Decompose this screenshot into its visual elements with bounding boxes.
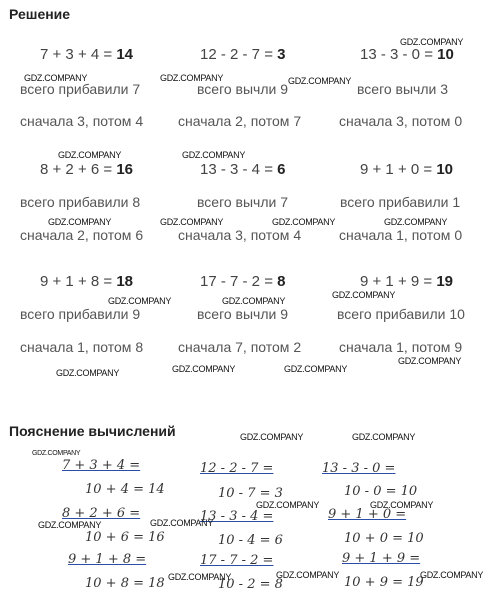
watermark: GDZ.COMPANY	[332, 290, 396, 300]
solution-total-note: всего прибавили 9	[20, 306, 141, 322]
watermark: GDZ.COMPANY	[24, 73, 88, 83]
watermark: GDZ.COMPANY	[352, 432, 416, 442]
watermark: GDZ.COMPANY	[58, 150, 122, 160]
watermark: GDZ.COMPANY	[276, 570, 340, 580]
handwritten-line: 10 - 4 = 6	[218, 533, 283, 548]
handwritten-line: 9 + 1 + 0 =	[328, 507, 407, 522]
handwritten-line: 10 + 6 = 16	[85, 530, 165, 545]
handwritten-line: 8 + 2 + 6 =	[62, 506, 141, 521]
solution-total-note: всего прибавили 7	[20, 81, 141, 97]
solution-order-note: сначала 2, потом 7	[178, 113, 302, 129]
handwritten-line: 12 - 2 - 7 =	[200, 461, 274, 476]
watermark: GDZ.COMPANY	[384, 217, 448, 227]
watermark: GDZ.COMPANY	[288, 76, 352, 86]
solution-total-note: всего прибавили 8	[20, 194, 141, 210]
watermark: GDZ.COMPANY	[420, 570, 484, 580]
handwritten-line: 13 - 3 - 4 =	[200, 509, 274, 524]
explanation-heading: Пояснение вычислений	[9, 423, 176, 439]
solution-expression: 8 + 2 + 6 = 16	[40, 161, 133, 178]
solution-expression: 9 + 1 + 8 = 18	[40, 273, 133, 290]
watermark: GDZ.COMPANY	[222, 296, 286, 306]
watermark: GDZ.COMPANY	[370, 500, 434, 510]
handwritten-line: 9 + 1 + 9 =	[342, 551, 421, 566]
solution-order-note: сначала 1, потом 0	[339, 227, 463, 243]
watermark: GDZ.COMPANY	[38, 520, 102, 530]
handwritten-line: 10 - 2 = 8	[218, 577, 283, 592]
watermark: GDZ.COMPANY	[168, 572, 232, 582]
solution-expression: 9 + 1 + 9 = 19	[360, 273, 453, 290]
handwritten-line: 10 + 9 = 19	[344, 575, 424, 590]
watermark: GDZ.COMPANY	[56, 368, 120, 378]
handwritten-line: 10 + 4 = 14	[85, 482, 165, 497]
solution-total-note: всего прибавили 10	[337, 306, 465, 322]
solution-order-note: сначала 1, потом 8	[20, 339, 144, 355]
solution-expression: 13 - 3 - 0 = 10	[360, 46, 454, 63]
handwritten-line: 9 + 1 + 8 =	[68, 552, 147, 567]
solution-total-note: всего вычли 9	[197, 81, 288, 97]
solution-total-note: всего вычли 3	[357, 81, 448, 97]
solution-order-note: сначала 1, потом 9	[339, 339, 463, 355]
handwritten-line: 10 - 7 = 3	[218, 486, 283, 501]
watermark: GDZ.COMPANY	[150, 518, 214, 528]
watermark: GDZ.COMPANY	[272, 217, 336, 227]
solution-order-note: сначала 3, потом 4	[178, 227, 302, 243]
solution-order-note: сначала 3, потом 4	[20, 113, 144, 129]
solution-total-note: всего прибавили 1	[340, 194, 461, 210]
solution-order-note: сначала 7, потом 2	[178, 339, 302, 355]
watermark: GDZ.COMPANY	[182, 150, 246, 160]
watermark: GDZ.COMPANY	[284, 364, 348, 374]
watermark: GDZ.COMPANY	[240, 432, 304, 442]
solution-expression: 17 - 7 - 2 = 8	[200, 273, 286, 290]
handwritten-line: 10 - 0 = 10	[344, 484, 418, 499]
solution-order-note: сначала 2, потом 6	[20, 227, 144, 243]
solution-expression: 12 - 2 - 7 = 3	[200, 46, 286, 63]
watermark: GDZ.COMPANY	[256, 500, 320, 510]
solution-order-note: сначала 3, потом 0	[339, 113, 463, 129]
watermark: GDZ.COMPANY	[172, 364, 236, 374]
watermark: GDZ.COMPANY	[398, 356, 462, 366]
solution-expression: 7 + 3 + 4 = 14	[40, 46, 133, 63]
solution-heading: Решение	[9, 6, 71, 22]
watermark: GDZ.COMPANY	[160, 73, 224, 83]
handwritten-line: 10 + 0 = 10	[344, 531, 424, 546]
watermark: GDZ.COMPANY	[48, 217, 112, 227]
solution-expression: 13 - 3 - 4 = 6	[200, 161, 286, 178]
watermark: GDZ.COMPANY	[160, 217, 224, 227]
solution-total-note: всего вычли 9	[197, 306, 288, 322]
watermark: GDZ.COMPANY	[108, 296, 172, 306]
watermark: GDZ.COMPANY	[32, 450, 81, 457]
handwritten-line: 7 + 3 + 4 =	[62, 458, 141, 473]
solution-expression: 9 + 1 + 0 = 10	[360, 161, 453, 178]
solution-total-note: всего вычли 7	[197, 194, 288, 210]
watermark: GDZ.COMPANY	[400, 37, 464, 47]
handwritten-line: 13 - 3 - 0 =	[322, 461, 396, 476]
handwritten-line: 10 + 8 = 18	[85, 576, 165, 591]
handwritten-line: 17 - 7 - 2 =	[200, 553, 274, 568]
